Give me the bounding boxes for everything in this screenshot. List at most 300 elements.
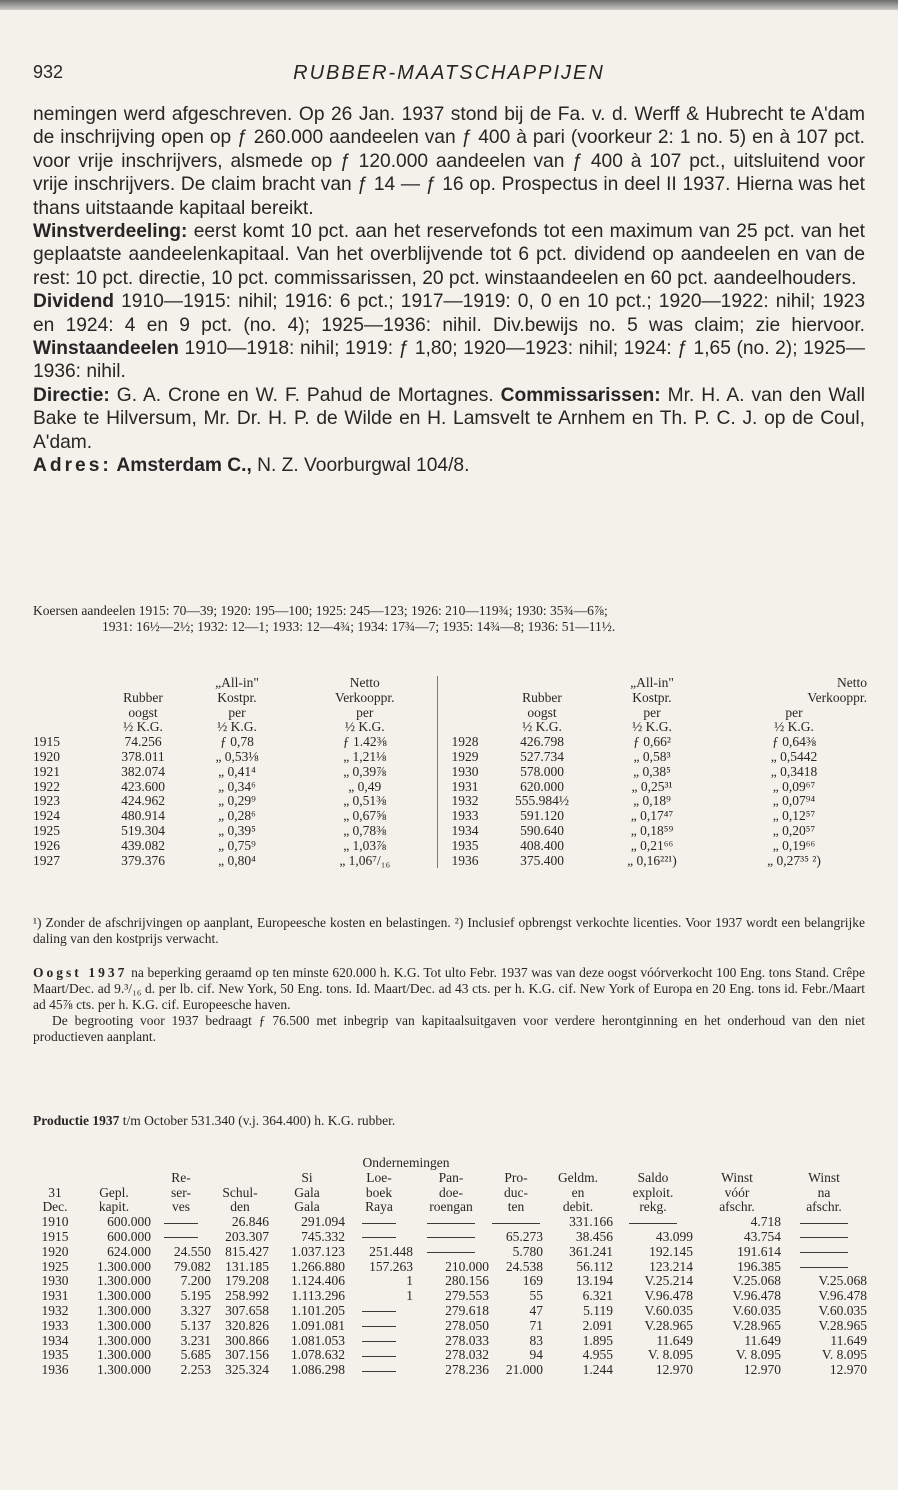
table-cell: 279.553 bbox=[445, 1288, 489, 1304]
text-oogst: na beperking geraamd op ten minste 620.000 h. K.G. Tot ulto Febr. 1937 was van deze oogst vóórverkocht 100 Eng. tons Stand. Crêpe Maart/Dec. ad 9.³/₁₆ d. per lb. cif. New York, 50 Eng. tons. Id. Maart/Dec. ad 43 cts. per h. K.G. cif. New York of Europa en 20 Eng. tons id. Febr./Maart ad 45⅞ cts. per h. K.G. cif. Europeesche haven. bbox=[33, 965, 865, 1012]
text-directie: G. A. Crone en W. F. Pahud de Mortagnes. bbox=[109, 384, 501, 406]
table-cell: 1.300.000 bbox=[97, 1273, 151, 1289]
text-winstaandeelen: 1910—1918: nihil; 1919: ƒ 1,80; 1920—1923: nihil; 1924: ƒ 1,65 (no. 2); 1925—1936: nihil. bbox=[33, 338, 865, 383]
cell-year: 1922 bbox=[33, 778, 60, 794]
cell-verkoopprijs: „ 0,07⁹⁴ bbox=[772, 793, 816, 809]
header-per: per bbox=[228, 704, 246, 720]
table-row bbox=[33, 1274, 867, 1289]
table-cell: 169 bbox=[522, 1273, 543, 1289]
cell-verkoopprijs: „ 0,12⁵⁷ bbox=[772, 808, 816, 824]
header-netto-2: Netto bbox=[837, 675, 867, 690]
empty-dash bbox=[800, 1267, 848, 1268]
table-cell: V.25.214 bbox=[644, 1273, 693, 1289]
table-cell: 12.970 bbox=[743, 1362, 781, 1378]
column-header: Pro- bbox=[504, 1169, 528, 1185]
table-cell: 4.718 bbox=[750, 1214, 781, 1230]
table-cell: 83 bbox=[529, 1332, 543, 1348]
cell-verkoopprijs: „ 0,09⁶⁷ bbox=[772, 778, 816, 794]
cell-verkoopprijs: „ 1,03⅞ bbox=[343, 837, 387, 853]
table-cell: 1.266.880 bbox=[291, 1258, 345, 1274]
table-row bbox=[33, 1304, 867, 1319]
table-cell: 3.231 bbox=[180, 1332, 211, 1348]
table-cell: 1910 bbox=[41, 1214, 69, 1230]
table-cell: 279.618 bbox=[445, 1302, 489, 1318]
header-oogst: oogst bbox=[128, 704, 158, 720]
column-header: Gala bbox=[294, 1184, 320, 1200]
table-cell: V. 8.095 bbox=[647, 1347, 693, 1363]
column-header: rekg. bbox=[639, 1199, 667, 1215]
cell-kostprijs: „ 0,16²²¹) bbox=[627, 852, 677, 868]
table-cell: 55 bbox=[529, 1288, 543, 1304]
table-row bbox=[33, 1363, 867, 1378]
cell-year: 1924 bbox=[33, 808, 60, 824]
cell-kostprijs: „ 0,18⁹ bbox=[633, 793, 671, 809]
table-cell: 43.099 bbox=[655, 1228, 693, 1244]
table-cell: 24.538 bbox=[505, 1258, 543, 1274]
table-cell: 278.050 bbox=[445, 1317, 489, 1333]
table-cell: 1.300.000 bbox=[97, 1288, 151, 1304]
table-cell: 600.000 bbox=[107, 1214, 151, 1230]
cell-oogst: 590.640 bbox=[520, 822, 564, 838]
table-cell: 12.970 bbox=[829, 1362, 867, 1378]
table-cell: 1.300.000 bbox=[97, 1302, 151, 1318]
table-cell: 278.033 bbox=[445, 1332, 489, 1348]
table-cell bbox=[151, 1230, 211, 1245]
table-cell: 1932 bbox=[41, 1302, 69, 1318]
label-winstverdeeling: Winstverdeeling: bbox=[33, 221, 188, 243]
cell-kostprijs: „ 0,29⁹ bbox=[218, 793, 256, 809]
table-cell: V.25.068 bbox=[732, 1273, 781, 1289]
cell-oogst: 382.074 bbox=[121, 763, 165, 779]
cell-kostprijs: „ 0,21⁶⁶ bbox=[630, 837, 674, 853]
column-header: afschr. bbox=[806, 1199, 842, 1215]
table-row bbox=[33, 1215, 867, 1230]
table-header-row bbox=[33, 1186, 867, 1201]
cell-year: 1930 bbox=[437, 765, 501, 780]
cell-verkoopprijs: „ 0,51⅜ bbox=[343, 793, 387, 809]
table-cell: 1.037.123 bbox=[291, 1243, 345, 1259]
cell-kostprijs: „ 0,58³ bbox=[633, 748, 671, 764]
paragraph-issue: nemingen werd afgeschreven. Op 26 Jan. 1937 stond bij de Fa. v. d. Werff & Hubrecht te A'dam de inschrijving open op ƒ 260.000 aandeelen van ƒ 400 à pari (voorkeur 2: 1 no. 5) en à 107 pct. voor vrije inschrijvers, alsmede op ƒ 120.000 aandeelen van ƒ 400 à 107 pct., uitsluitend voor vrije inschrijvers. De claim bracht van ƒ 14 — ƒ 16 op. Prospectus in deel II 1937. Hierna was het thans uitstaande kapitaal bereikt. bbox=[33, 104, 865, 219]
table-cell: V.60.035 bbox=[818, 1302, 867, 1318]
table-cell: 203.307 bbox=[225, 1228, 269, 1244]
table-cell: 1.078.632 bbox=[291, 1347, 345, 1363]
table-row bbox=[33, 1230, 867, 1245]
cell-oogst: 620.000 bbox=[520, 778, 564, 794]
table-cell: 94 bbox=[529, 1347, 543, 1363]
cell-kostprijs: ƒ 0,66² bbox=[633, 734, 671, 750]
table-cell: 123.214 bbox=[649, 1258, 693, 1274]
header-verkooppr-2: Verkooppr. bbox=[807, 689, 867, 705]
cell-year: 1927 bbox=[33, 852, 60, 868]
column-header: Winst bbox=[721, 1169, 753, 1185]
column-header: Schul- bbox=[222, 1184, 258, 1200]
table-cell bbox=[345, 1304, 413, 1319]
rubber-cost-table bbox=[33, 676, 867, 868]
table-header-row bbox=[33, 691, 867, 706]
table-header-row bbox=[33, 720, 867, 735]
table-cell: 2.091 bbox=[582, 1317, 613, 1333]
header-rubber: Rubber bbox=[123, 689, 163, 705]
cell-verkoopprijs: „ 1,21⅛ bbox=[343, 748, 387, 764]
cell-year: 1936 bbox=[437, 854, 501, 869]
label-winstaandeelen: Winstaandeelen bbox=[33, 338, 179, 360]
column-header: Saldo bbox=[637, 1169, 669, 1185]
table-cell: 1.113.296 bbox=[291, 1288, 345, 1304]
table-cell: 1.300.000 bbox=[97, 1317, 151, 1333]
table-cell: 5.119 bbox=[583, 1302, 613, 1318]
cell-year: 1915 bbox=[33, 734, 60, 750]
cell-year: 1932 bbox=[437, 794, 501, 809]
table-cell bbox=[781, 1215, 867, 1230]
table-cell: 43.754 bbox=[743, 1228, 781, 1244]
table-cell bbox=[413, 1230, 489, 1245]
cell-oogst: 591.120 bbox=[520, 808, 564, 824]
table-row bbox=[33, 794, 867, 809]
productie-line bbox=[33, 1113, 865, 1129]
table-cell: 13.194 bbox=[575, 1273, 613, 1289]
cell-year: 1935 bbox=[437, 839, 501, 854]
table-cell: 191.614 bbox=[737, 1243, 781, 1259]
cell-year: 1925 bbox=[33, 822, 60, 838]
cell-oogst: 519.304 bbox=[121, 822, 165, 838]
table-cell bbox=[413, 1215, 489, 1230]
table-cell: V. 8.095 bbox=[735, 1347, 781, 1363]
table-cell: V.28.965 bbox=[732, 1317, 781, 1333]
cell-oogst: 408.400 bbox=[520, 837, 564, 853]
table-cell: V. 8.095 bbox=[821, 1347, 867, 1363]
table-cell bbox=[781, 1230, 867, 1245]
table-cell bbox=[413, 1245, 489, 1260]
label-oogst: Oogst 1937 bbox=[33, 965, 128, 980]
table-cell: 1925 bbox=[41, 1258, 69, 1274]
table-row bbox=[33, 1245, 867, 1260]
table-row bbox=[33, 824, 867, 839]
table-cell: 278.032 bbox=[445, 1347, 489, 1363]
header-kostpr: Kostpr. bbox=[217, 689, 257, 705]
cell-year: 1931 bbox=[437, 780, 501, 795]
table-row bbox=[33, 1319, 867, 1334]
paragraph-adres bbox=[33, 454, 865, 477]
table-cell: 65.273 bbox=[505, 1228, 543, 1244]
empty-dash bbox=[362, 1356, 396, 1357]
cell-kostprijs: „ 0,53⅛ bbox=[215, 748, 259, 764]
cell-verkoopprijs: „ 0,27³⁵ ²) bbox=[767, 852, 821, 868]
table-cell bbox=[345, 1319, 413, 1334]
table-cell: 2.253 bbox=[180, 1362, 211, 1378]
table-cell: 3.327 bbox=[180, 1302, 211, 1318]
column-header: ser- bbox=[171, 1184, 191, 1200]
table-cell: 1936 bbox=[41, 1362, 69, 1378]
cell-oogst: 423.600 bbox=[121, 778, 165, 794]
cell-verkoopprijs: „ 1,06⁷/₁₆ bbox=[339, 852, 391, 868]
cell-verkoopprijs: ƒ 0,64⅜ bbox=[772, 734, 816, 750]
table-cell: 1935 bbox=[41, 1347, 69, 1363]
cell-kostprijs: „ 0,41⁴ bbox=[218, 763, 256, 779]
table-cell: 1.300.000 bbox=[97, 1332, 151, 1348]
cell-kostprijs: „ 0,75⁹ bbox=[218, 837, 256, 853]
table-cell: 1.300.000 bbox=[97, 1347, 151, 1363]
table-cell: 38.456 bbox=[575, 1228, 613, 1244]
table-cell: 5.137 bbox=[180, 1317, 211, 1333]
header-per-2: per bbox=[643, 704, 661, 720]
column-header bbox=[33, 1171, 77, 1186]
cell-kostprijs: „ 0,39⁵ bbox=[218, 822, 256, 838]
cell-oogst: 74.256 bbox=[124, 734, 162, 750]
table-cell: 251.448 bbox=[369, 1243, 413, 1259]
text-productie: t/m October 531.340 (v.j. 364.400) h. K.G. rubber. bbox=[119, 1113, 396, 1128]
column-header: Geldm. bbox=[557, 1169, 599, 1185]
table-cell: 307.156 bbox=[225, 1347, 269, 1363]
header-kg-2c: ½ K.G. bbox=[774, 719, 814, 735]
table-cell: 280.156 bbox=[445, 1273, 489, 1289]
header-netto: Netto bbox=[349, 675, 380, 690]
table-cell: 157.263 bbox=[369, 1258, 413, 1274]
cell-year: 1928 bbox=[437, 735, 501, 750]
column-header: roengan bbox=[429, 1199, 473, 1215]
table-cell bbox=[345, 1363, 413, 1378]
column-header: ves bbox=[172, 1199, 190, 1215]
table-cell: V.60.035 bbox=[732, 1302, 781, 1318]
cell-kostprijs: „ 0,17⁴⁷ bbox=[630, 808, 674, 824]
text-dividend: 1910—1915: nihil; 1916: 6 pct.; 1917—1919: 0, 0 en 10 pct.; 1920—1922: nihil; 1923 en 1924: 4 en 9 pct. (no. 4); 1925—1936: nihil. Div.bewijs no. 5 was claim; zie hiervoor. bbox=[33, 291, 865, 336]
empty-dash bbox=[427, 1252, 475, 1253]
page-number: 932 bbox=[33, 62, 64, 82]
table-cell: 600.000 bbox=[107, 1228, 151, 1244]
koersen-aandeelen bbox=[33, 603, 865, 635]
column-header: doe- bbox=[439, 1184, 463, 1200]
table-cell bbox=[345, 1334, 413, 1349]
header-allin-2: „All-in" bbox=[630, 675, 674, 690]
label-adres: Adres: bbox=[33, 455, 112, 477]
table-cell: V.25.068 bbox=[818, 1273, 867, 1289]
table-cell: 5.685 bbox=[180, 1347, 211, 1363]
column-header: Loe- bbox=[366, 1169, 392, 1185]
table-row bbox=[33, 854, 867, 869]
column-header: Winst bbox=[808, 1169, 840, 1185]
column-header: afschr. bbox=[719, 1199, 755, 1215]
cell-verkoopprijs: ƒ 1.42⅜ bbox=[342, 734, 387, 750]
cell-verkoopprijs: „ 0,39⅞ bbox=[343, 763, 387, 779]
table-row bbox=[33, 780, 867, 795]
table-cell: 278.236 bbox=[445, 1362, 489, 1378]
oogst-section bbox=[33, 965, 865, 1045]
header-per-b: per bbox=[356, 704, 374, 720]
table-cell: 179.208 bbox=[225, 1273, 269, 1289]
table-cell: 11.649 bbox=[830, 1332, 867, 1348]
header-kostpr-2: Kostpr. bbox=[632, 689, 672, 705]
empty-dash bbox=[800, 1237, 848, 1238]
cell-verkoopprijs: „ 0,5442 bbox=[770, 748, 818, 764]
cell-year: 1920 bbox=[33, 748, 60, 764]
cell-oogst: 527.734 bbox=[520, 748, 564, 764]
column-header: duc- bbox=[504, 1184, 528, 1200]
cell-year: 1934 bbox=[437, 824, 501, 839]
table-cell: 1.091.081 bbox=[291, 1317, 345, 1333]
table-row bbox=[33, 1348, 867, 1363]
table-cell: 320.826 bbox=[225, 1317, 269, 1333]
label-directie: Directie: bbox=[33, 384, 110, 406]
table-cell: V.60.035 bbox=[644, 1302, 693, 1318]
cell-oogst: 578.000 bbox=[520, 763, 564, 779]
table-cell bbox=[345, 1215, 413, 1230]
empty-dash bbox=[362, 1223, 396, 1224]
table-cell: 12.970 bbox=[655, 1362, 693, 1378]
table-cell: 361.241 bbox=[569, 1243, 613, 1259]
footnotes: ¹) Zonder de afschrijvingen op aanplant, Europeesche kosten en belastingen. ²) Inclusief opbrengst verkochte licenties. Voor 1937 wordt een belangrijke daling van den kostprijs verwacht. bbox=[33, 915, 865, 946]
header-ondernemingen: Ondernemingen bbox=[362, 1155, 450, 1170]
table-cell: 1.300.000 bbox=[97, 1362, 151, 1378]
empty-dash bbox=[800, 1252, 848, 1253]
column-header: Pan- bbox=[438, 1169, 464, 1185]
cell-year: 1926 bbox=[33, 837, 60, 853]
header-kg: ½ K.G. bbox=[123, 719, 163, 735]
table-cell: V.28.965 bbox=[818, 1317, 867, 1333]
table-cell bbox=[489, 1215, 543, 1230]
cell-oogst: 555.984½ bbox=[515, 793, 569, 809]
column-header: na bbox=[817, 1184, 831, 1200]
table-cell: 1.124.406 bbox=[291, 1273, 345, 1289]
table-header-row bbox=[33, 706, 867, 721]
table-cell: 815.427 bbox=[225, 1243, 269, 1259]
begrooting-paragraph: De begrooting voor 1937 bedraagt ƒ 76.500 met inbegrip van kapitaalsuitgaven voor verdere herontginning en het onderhoud van den niet productieven aanplant. bbox=[33, 1013, 865, 1044]
column-header: kapit. bbox=[98, 1199, 130, 1215]
table-cell: 1.244 bbox=[582, 1362, 613, 1378]
empty-dash bbox=[362, 1371, 396, 1372]
table-cell: 1920 bbox=[41, 1243, 69, 1259]
table-row bbox=[33, 1289, 867, 1304]
table-cell: 325.324 bbox=[225, 1362, 269, 1378]
column-header: debit. bbox=[562, 1199, 594, 1215]
cell-kostprijs: „ 0,34⁶ bbox=[218, 778, 256, 794]
header-kg-2: ½ K.G. bbox=[522, 719, 562, 735]
table-cell bbox=[781, 1260, 867, 1275]
table-cell: 11.649 bbox=[744, 1332, 781, 1348]
label-commissarissen: Commissarissen: bbox=[500, 384, 661, 406]
table-header-row bbox=[33, 676, 867, 691]
column-header: 31 bbox=[48, 1184, 62, 1200]
header-verkooppr: Verkooppr. bbox=[334, 689, 395, 705]
column-header: boek bbox=[365, 1184, 393, 1200]
cell-year: 1923 bbox=[33, 793, 60, 809]
table-cell: 1915 bbox=[41, 1228, 69, 1244]
table-cell: 258.992 bbox=[225, 1288, 269, 1304]
cell-oogst: 375.400 bbox=[520, 852, 564, 868]
cell-year: 1929 bbox=[437, 750, 501, 765]
company-text bbox=[33, 103, 865, 478]
table-row bbox=[33, 750, 867, 765]
page-header bbox=[33, 62, 865, 86]
table-cell: 1934 bbox=[41, 1332, 69, 1348]
table-cell bbox=[613, 1215, 693, 1230]
table-cell: 1.081.053 bbox=[291, 1332, 345, 1348]
header-oogst-2: oogst bbox=[527, 704, 557, 720]
paragraph-directie bbox=[33, 384, 865, 454]
cell-verkoopprijs: „ 0,3418 bbox=[770, 763, 818, 779]
table-header-row bbox=[33, 1171, 867, 1186]
table-row bbox=[33, 765, 867, 780]
table-cell: 307.658 bbox=[225, 1302, 269, 1318]
empty-dash bbox=[362, 1237, 396, 1238]
table-row bbox=[33, 839, 867, 854]
running-title: RUBBER-MAATSCHAPPIJEN bbox=[293, 62, 605, 84]
empty-dash bbox=[362, 1326, 396, 1327]
table-cell: 5.780 bbox=[512, 1243, 543, 1259]
table-cell: 5.195 bbox=[180, 1288, 211, 1304]
empty-dash bbox=[629, 1223, 677, 1224]
table-cell: 47 bbox=[529, 1302, 543, 1318]
cell-oogst: 379.376 bbox=[121, 852, 165, 868]
table-cell: 6.321 bbox=[582, 1288, 613, 1304]
column-header: Si bbox=[301, 1169, 313, 1185]
label-dividend: Dividend bbox=[33, 291, 115, 313]
paragraph-dividend bbox=[33, 290, 865, 384]
table-cell: 1933 bbox=[41, 1317, 69, 1333]
table-cell: 1.300.000 bbox=[97, 1258, 151, 1274]
paragraph-winstverdeeling bbox=[33, 220, 865, 290]
table-cell: 7.200 bbox=[180, 1273, 211, 1289]
cell-oogst: 439.082 bbox=[121, 837, 165, 853]
header-rubber-2: Rubber bbox=[522, 689, 562, 705]
table-cell: 26.846 bbox=[231, 1214, 269, 1230]
empty-dash bbox=[164, 1223, 198, 1224]
column-header: Re- bbox=[171, 1169, 191, 1185]
group-header-row bbox=[33, 1156, 867, 1171]
table-cell: 331.166 bbox=[569, 1214, 613, 1230]
empty-dash bbox=[427, 1223, 475, 1224]
empty-dash bbox=[427, 1237, 475, 1238]
table-cell: 1.101.205 bbox=[291, 1302, 345, 1318]
table-cell bbox=[781, 1245, 867, 1260]
empty-dash bbox=[164, 1237, 198, 1238]
table-cell: V.96.478 bbox=[732, 1288, 781, 1304]
oogst-paragraph bbox=[33, 965, 865, 1013]
table-cell bbox=[345, 1348, 413, 1363]
cell-verkoopprijs: „ 0,67⅝ bbox=[343, 808, 387, 824]
table-cell: 291.094 bbox=[301, 1214, 345, 1230]
table-cell: V.96.478 bbox=[818, 1288, 867, 1304]
table-cell: 1 bbox=[406, 1273, 413, 1289]
koersen-line-1: Koersen aandeelen 1915: 70—39; 1920: 195—100; 1925: 245—123; 1926: 210—119¾; 1930: 35¾—6⅞; bbox=[33, 603, 608, 618]
header-kg-b: ½ K.G. bbox=[217, 719, 257, 735]
table-cell: 56.112 bbox=[576, 1258, 613, 1274]
cell-year: 1921 bbox=[33, 763, 60, 779]
cell-verkoopprijs: „ 0,49 bbox=[348, 778, 382, 794]
empty-dash bbox=[362, 1311, 396, 1312]
adres-text: N. Z. Voorburgwal 104/8. bbox=[251, 455, 470, 477]
table-cell: 196.385 bbox=[737, 1258, 781, 1274]
table-cell: 745.332 bbox=[301, 1228, 345, 1244]
financial-table bbox=[33, 1156, 867, 1378]
cell-oogst: 378.011 bbox=[121, 748, 165, 764]
adres-city: Amsterdam C., bbox=[111, 455, 252, 477]
header-kg-c: ½ K.G. bbox=[344, 719, 385, 735]
table-cell bbox=[151, 1215, 211, 1230]
column-header: Gepl. bbox=[99, 1184, 129, 1200]
table-row bbox=[33, 735, 867, 750]
table-cell: 79.082 bbox=[173, 1258, 211, 1274]
column-header: vóór bbox=[724, 1184, 750, 1200]
empty-dash bbox=[800, 1223, 848, 1224]
cell-kostprijs: „ 0,28⁶ bbox=[218, 808, 256, 824]
table-cell: 192.145 bbox=[649, 1243, 693, 1259]
cell-oogst: 480.914 bbox=[121, 808, 165, 824]
column-header bbox=[211, 1171, 269, 1186]
label-productie: Productie 1937 bbox=[33, 1113, 120, 1128]
empty-dash bbox=[362, 1341, 396, 1342]
table-cell bbox=[345, 1230, 413, 1245]
cell-oogst: 424.962 bbox=[121, 793, 165, 809]
